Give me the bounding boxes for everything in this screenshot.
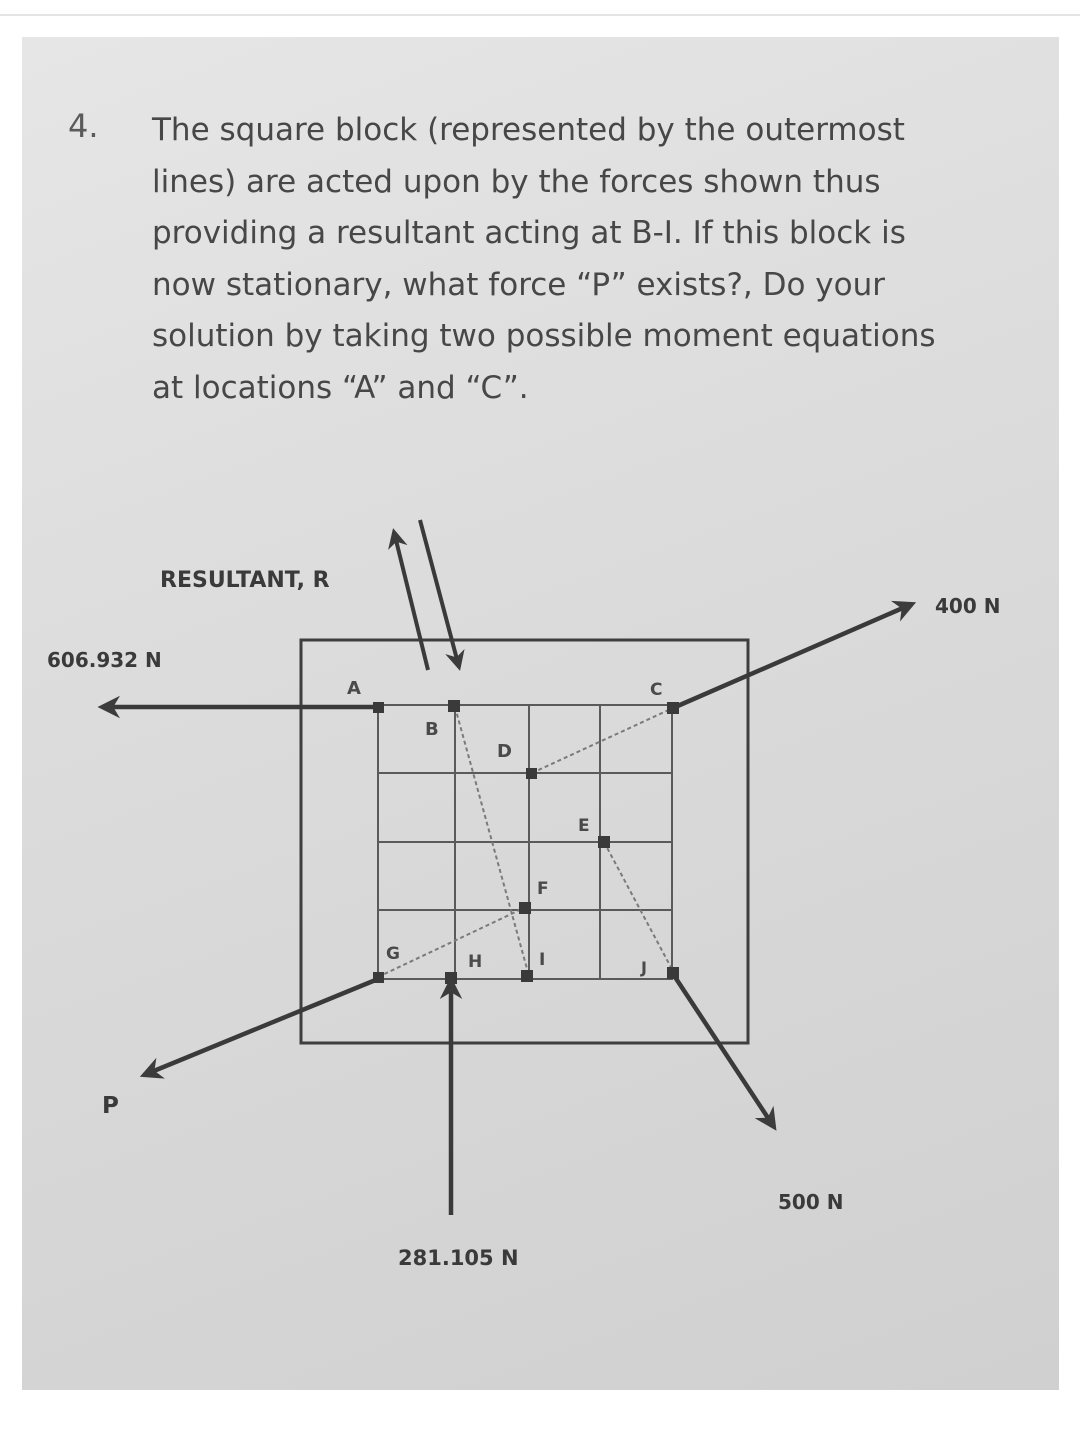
inner-grid (378, 705, 672, 979)
resultant-up-arrow (394, 532, 428, 670)
point-g-label: G (386, 944, 400, 964)
resultant-down-arrow (420, 520, 459, 667)
force-p-arrow (144, 979, 378, 1075)
force-500-label: 500 N (778, 1190, 844, 1214)
force-500-arrow (673, 974, 774, 1127)
point-a-label: A (347, 678, 361, 699)
force-281-label: 281.105 N (398, 1246, 519, 1270)
point-i-label: I (539, 950, 546, 970)
force-400-arrow (673, 604, 912, 708)
photo-of-problem (22, 37, 1059, 1390)
force-p-label: P (102, 1093, 119, 1119)
top-divider (0, 14, 1080, 16)
point-b-label: B (425, 719, 439, 740)
point-d-label: D (497, 741, 512, 762)
point-f-label: F (537, 879, 549, 899)
point-c-label: C (650, 680, 663, 700)
point-h-label: H (468, 952, 483, 972)
force-diagram (22, 37, 1059, 1390)
point-j-label: J (641, 958, 647, 977)
force-606-label: 606.932 N (47, 648, 162, 672)
question-text: The square block (represented by the outermost lines) are acted upon by the forces shown thus providing a resultant acting at B-I. If this block is now stationary, what force “P” exists?, Do your solution by taking two possible moment equations at locations “A” and “C”. (152, 112, 936, 406)
resultant-label: RESULTANT, R (160, 568, 330, 593)
question-number: 4. (68, 107, 99, 145)
point-e-label: E (578, 816, 590, 836)
force-400-label: 400 N (935, 594, 1001, 618)
